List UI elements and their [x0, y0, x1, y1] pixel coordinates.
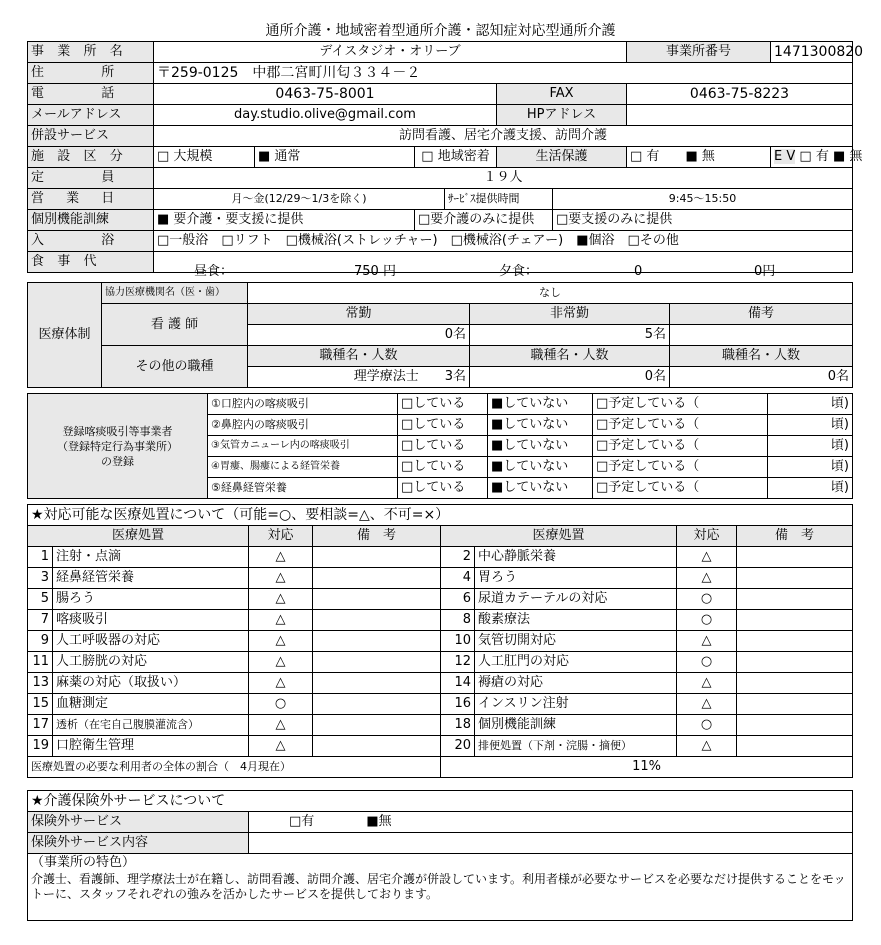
treatment-remarks-left	[313, 610, 441, 631]
treatment-resp-right[interactable]: △	[677, 631, 737, 652]
nurse-fulltime: 0名	[248, 325, 470, 346]
treatment-row	[28, 568, 853, 589]
service: 訪問看護、居宅介護支援、訪問介護	[154, 126, 853, 147]
lunch-label: 昼食：	[194, 264, 234, 279]
suction-doing[interactable]: □している	[398, 478, 488, 499]
treatment-resp-left[interactable]: △	[249, 736, 313, 757]
treatment-proc-right: 中心静脈栄養	[475, 547, 677, 568]
treatment-resp-left[interactable]: △	[249, 652, 313, 673]
treatment-resp-left[interactable]: △	[249, 673, 313, 694]
treatment-remarks-left	[313, 652, 441, 673]
ev-yes[interactable]: □ 有	[799, 149, 829, 164]
other-job-count: 3名	[444, 369, 466, 384]
insurance-svc-label: 保険外サービス	[28, 812, 249, 833]
insurance-content	[249, 833, 853, 854]
suction-not-doing[interactable]: ■していない	[488, 478, 593, 499]
treatment-row	[28, 673, 853, 694]
category-large[interactable]: □ 大規模	[154, 147, 255, 168]
bath-label: 入 浴	[28, 231, 154, 252]
address-label: 住 所	[28, 63, 154, 84]
treatment-remarks-right	[737, 589, 853, 610]
treatment-remarks-left	[313, 715, 441, 736]
suction-when: 頃)	[768, 436, 853, 457]
treatment-remarks-right	[737, 694, 853, 715]
treatment-proc-left: 透析（在宅自己腹膜灌流含）	[53, 715, 249, 736]
treatment-resp-left[interactable]: ○	[249, 694, 313, 715]
features-cell	[28, 854, 853, 921]
treatment-num-left: 11	[28, 652, 53, 673]
suction-item: ③気管カニューレ内の喀痰吸引	[208, 436, 398, 457]
office-number: 1471300820	[771, 42, 853, 63]
treatment-remarks-right	[737, 547, 853, 568]
treatment-remarks-left	[313, 694, 441, 715]
suction-not-doing[interactable]: ■していない	[488, 415, 593, 436]
bath-options	[154, 231, 853, 252]
treatment-remarks-right	[737, 736, 853, 757]
office-name: デイスタジオ・オリーブ	[154, 42, 627, 63]
suction-item: ②鼻腔内の喀痰吸引	[208, 415, 398, 436]
treatment-row	[28, 589, 853, 610]
treatment-proc-left: 人工膀胱の対応	[53, 652, 249, 673]
treatment-resp-left[interactable]: △	[249, 610, 313, 631]
treatment-proc-left: 経鼻経管栄養	[53, 568, 249, 589]
capacity-label: 定 員	[28, 168, 154, 189]
ratio: 11%	[441, 757, 853, 778]
treatment-proc-right: インスリン注射	[475, 694, 677, 715]
treatment-num-left: 13	[28, 673, 53, 694]
treatment-num-left: 19	[28, 736, 53, 757]
treatment-num-right: 2	[441, 547, 475, 568]
capacity: １９人	[154, 168, 853, 189]
treatment-num-right: 18	[441, 715, 475, 736]
treatment-table	[27, 504, 853, 778]
treatment-remarks-right	[737, 652, 853, 673]
treatment-num-right: 12	[441, 652, 475, 673]
bath-individual[interactable]: ■個浴	[576, 233, 615, 248]
nurse-remarks	[670, 325, 853, 346]
treatment-num-right: 14	[441, 673, 475, 694]
training-support-only[interactable]: □要支援のみに提供	[553, 210, 853, 231]
welfare-label: 生活保護	[497, 147, 627, 168]
bath-stretcher[interactable]: □機械浴(ストレッチャー)	[285, 233, 438, 248]
phone-label: 電 話	[28, 84, 154, 105]
suction-not-doing[interactable]: ■していない	[488, 457, 593, 478]
days: 月～金(12/29～1/3を除く)	[154, 189, 445, 210]
suction-planned[interactable]: □予定している（	[593, 478, 768, 499]
fulltime-header: 常勤	[248, 304, 470, 325]
suction-planned[interactable]: □予定している（	[593, 457, 768, 478]
treatment-num-left: 9	[28, 631, 53, 652]
category-normal[interactable]: ■ 通常	[255, 147, 415, 168]
insurance-svc-yes[interactable]: □有	[289, 814, 315, 829]
treatment-proc-right: 気管切開対応	[475, 631, 677, 652]
other-remarks: 0名	[670, 367, 853, 388]
treatment-resp-right[interactable]: △	[677, 694, 737, 715]
treatment-remarks-left	[313, 589, 441, 610]
treatment-row	[28, 631, 853, 652]
treatment-num-left: 5	[28, 589, 53, 610]
suction-table	[27, 393, 853, 499]
treatment-num-left: 3	[28, 568, 53, 589]
proc-header-right: 医療処置	[441, 526, 677, 547]
fax: 0463-75-8223	[627, 84, 853, 105]
treatment-proc-left: 喀痰吸引	[53, 610, 249, 631]
training-both[interactable]: ■ 要介護・要支援に提供	[154, 210, 415, 231]
treatment-resp-right[interactable]: △	[677, 547, 737, 568]
suction-planned[interactable]: □予定している（	[593, 394, 768, 415]
treatment-remarks-right	[737, 673, 853, 694]
insurance-svc-options	[249, 812, 853, 833]
meal-label: 食 事 代	[28, 252, 154, 273]
job-header-1: 職種名・人数	[248, 346, 470, 367]
treatment-resp-right[interactable]: △	[677, 568, 737, 589]
email[interactable]: day.studio.olive@gmail.com	[154, 105, 497, 126]
meal-values	[154, 252, 853, 279]
service-label: 併設サービス	[28, 126, 154, 147]
bath-lift[interactable]: □リフト	[221, 233, 273, 248]
treatment-resp-left[interactable]: △	[249, 589, 313, 610]
treatment-num-left: 15	[28, 694, 53, 715]
fax-label: FAX	[497, 84, 627, 105]
suction-when: 頃)	[768, 415, 853, 436]
nurse-label: 看 護 師	[102, 304, 248, 346]
address: 〒259-0125 中郡二宮町川匂３３４－２	[154, 63, 853, 84]
treatment-remarks-left	[313, 631, 441, 652]
suction-doing[interactable]: □している	[398, 394, 488, 415]
dinner-label: 夕食：	[499, 264, 539, 279]
treatment-remarks-right	[737, 715, 853, 736]
welfare-no[interactable]: ■ 無	[685, 149, 715, 164]
category-label: 施 設 区 分	[28, 147, 154, 168]
treatment-remarks-left	[313, 673, 441, 694]
category-community[interactable]: □ 地域密着	[415, 147, 497, 168]
partner-label: 協力医療機関名（医・歯）	[102, 283, 248, 304]
treatment-proc-left: 腸ろう	[53, 589, 249, 610]
suction-doing[interactable]: □している	[398, 415, 488, 436]
treatment-num-right: 20	[441, 736, 475, 757]
resp-header-left: 対応	[249, 526, 313, 547]
hours: 9:45～15:50	[553, 189, 853, 210]
treatment-proc-right: 人工肛門の対応	[475, 652, 677, 673]
ev-no[interactable]: ■ 無	[832, 149, 863, 164]
treatment-proc-left: 注射・点滴	[53, 547, 249, 568]
suction-planned[interactable]: □予定している（	[593, 415, 768, 436]
ev-label: E V	[774, 149, 796, 164]
proc-header-left: 医療処置	[28, 526, 249, 547]
treatment-rows	[28, 547, 853, 757]
treatment-remarks-left	[313, 547, 441, 568]
treatment-remarks-right	[737, 631, 853, 652]
treatment-proc-right: 個別機能訓練	[475, 715, 677, 736]
features-text: 介護士、看護師、理学療法士が在籍し、訪問看護、訪問介護、居宅介護が併設しています。利用者様が必要なサービスを必要なだけ提供することをモットーに、スタッフそれぞれの強みを活かしたサービスを提供しております。	[31, 872, 846, 901]
hp	[627, 105, 853, 126]
remarks-header-right: 備 考	[737, 526, 853, 547]
treatment-proc-right: 尿道カテーテルの対応	[475, 589, 677, 610]
other-parttime: 0名	[470, 367, 670, 388]
treatment-remarks-left	[313, 736, 441, 757]
treatment-row	[28, 547, 853, 568]
suction-item: ⑤経鼻経管栄養	[208, 478, 398, 499]
treatment-proc-right: 褥瘡の対応	[475, 673, 677, 694]
office-number-label: 事業所番号	[627, 42, 771, 63]
welfare-options[interactable]	[627, 147, 771, 168]
treatment-num-right: 10	[441, 631, 475, 652]
medical-system-table	[27, 282, 853, 388]
suction-doing[interactable]: □している	[398, 457, 488, 478]
treatment-row	[28, 736, 853, 757]
suction-planned[interactable]: □予定している（	[593, 436, 768, 457]
treatment-row	[28, 694, 853, 715]
treatment-remarks-left	[313, 568, 441, 589]
treatment-resp-right[interactable]: ○	[677, 610, 737, 631]
job-header-3: 職種名・人数	[670, 346, 853, 367]
form-title: 通所介護・地域密着型通所介護・認知症対応型通所介護	[265, 23, 616, 39]
suction-when: 頃)	[768, 457, 853, 478]
treatment-proc-right: 排便処置（下剤・浣腸・摘便）	[475, 736, 677, 757]
treatment-num-right: 16	[441, 694, 475, 715]
training-care-only[interactable]: □要介護のみに提供	[415, 210, 553, 231]
treatment-resp-right[interactable]: ○	[677, 589, 737, 610]
suction-when: 頃)	[768, 394, 853, 415]
treatment-proc-left: 血糖測定	[53, 694, 249, 715]
suction-doing[interactable]: □している	[398, 436, 488, 457]
suction-when: 頃)	[768, 478, 853, 499]
treatment-resp-left[interactable]: △	[249, 547, 313, 568]
other-job-name: 理学療法士	[353, 369, 419, 384]
suction-label-line2: （登録特定行為事業所）	[57, 439, 178, 453]
treatment-proc-left: 口腔衛生管理	[53, 736, 249, 757]
phone: 0463-75-8001	[154, 84, 497, 105]
insurance-content-label: 保険外サービス内容	[28, 833, 249, 854]
suction-not-doing[interactable]: ■していない	[488, 436, 593, 457]
hours-label: ｻｰﾋﾞｽ提供時間	[445, 189, 553, 210]
treatment-resp-right[interactable]: ○	[677, 715, 737, 736]
suction-not-doing[interactable]: ■していない	[488, 394, 593, 415]
days-label: 営 業 日	[28, 189, 154, 210]
treatment-row	[28, 715, 853, 736]
nurse-parttime: 5名	[470, 325, 670, 346]
hp-label: HPアドレス	[497, 105, 627, 126]
treatment-proc-left: 麻薬の対応（取扱い）	[53, 673, 249, 694]
treatment-remarks-right	[737, 568, 853, 589]
welfare-yes[interactable]: □ 有	[630, 149, 660, 164]
other-fulltime	[248, 367, 470, 388]
parttime-header: 非常勤	[470, 304, 670, 325]
features-label: （事業所の特色）	[31, 855, 136, 870]
medical-label: 医療体制	[28, 283, 102, 388]
treatment-num-right: 8	[441, 610, 475, 631]
insurance-svc-no[interactable]: ■無	[366, 814, 392, 829]
remarks-header-left: 備 考	[313, 526, 441, 547]
resp-header-right: 対応	[677, 526, 737, 547]
treatment-resp-right[interactable]: △	[677, 736, 737, 757]
insurance-table	[27, 790, 853, 921]
remarks-header: 備考	[670, 304, 853, 325]
treatment-row	[28, 652, 853, 673]
treatment-proc-right: 酸素療法	[475, 610, 677, 631]
suction-label-line3: の登録	[101, 454, 134, 468]
office-name-label: 事 業 所 名	[28, 42, 154, 63]
dinner-value: 0	[634, 264, 643, 279]
treatment-num-left: 1	[28, 547, 53, 568]
treatment-resp-left[interactable]: △	[249, 631, 313, 652]
treatment-proc-left: 人工呼吸器の対応	[53, 631, 249, 652]
job-header-2: 職種名・人数	[470, 346, 670, 367]
insurance-heading: ★介護保険外サービスについて	[28, 791, 853, 812]
treatment-num-right: 4	[441, 568, 475, 589]
bath-general[interactable]: □一般浴	[157, 233, 209, 248]
treatment-resp-right[interactable]: △	[677, 673, 737, 694]
treatment-num-left: 7	[28, 610, 53, 631]
partner: なし	[248, 283, 853, 304]
email-label: メールアドレス	[28, 105, 154, 126]
treatment-resp-left[interactable]: △	[249, 568, 313, 589]
suction-label-line1: 登録喀痰吸引等事業者	[62, 424, 173, 438]
suction-label	[28, 394, 208, 499]
ratio-label: 医療処置の必要な利用者の全体の割合（ 4月現在）	[28, 757, 441, 778]
treatment-remarks-right	[737, 610, 853, 631]
dinner-yen: 0円	[754, 264, 776, 279]
bath-chair[interactable]: □機械浴(チェアー)	[450, 233, 564, 248]
other-staff-label: その他の職種	[102, 346, 248, 388]
treatment-resp-left[interactable]: △	[249, 715, 313, 736]
training-label: 個別機能訓練	[28, 210, 154, 231]
treatment-row	[28, 610, 853, 631]
treatment-proc-right: 胃ろう	[475, 568, 677, 589]
suction-item: ①口腔内の喀痰吸引	[208, 394, 398, 415]
bath-other[interactable]: □その他	[627, 233, 679, 248]
treatment-resp-right[interactable]: ○	[677, 652, 737, 673]
lunch-value: 750 円	[354, 264, 396, 279]
treatment-num-left: 17	[28, 715, 53, 736]
suction-item: ④胃瘻、腸瘻による経管栄養	[208, 457, 398, 478]
treatment-num-right: 6	[441, 589, 475, 610]
ev-cell	[771, 147, 863, 168]
office-info-table	[27, 41, 864, 279]
treatment-heading: ★対応可能な医療処置について（可能=○、要相談=△、不可=×）	[28, 505, 853, 526]
